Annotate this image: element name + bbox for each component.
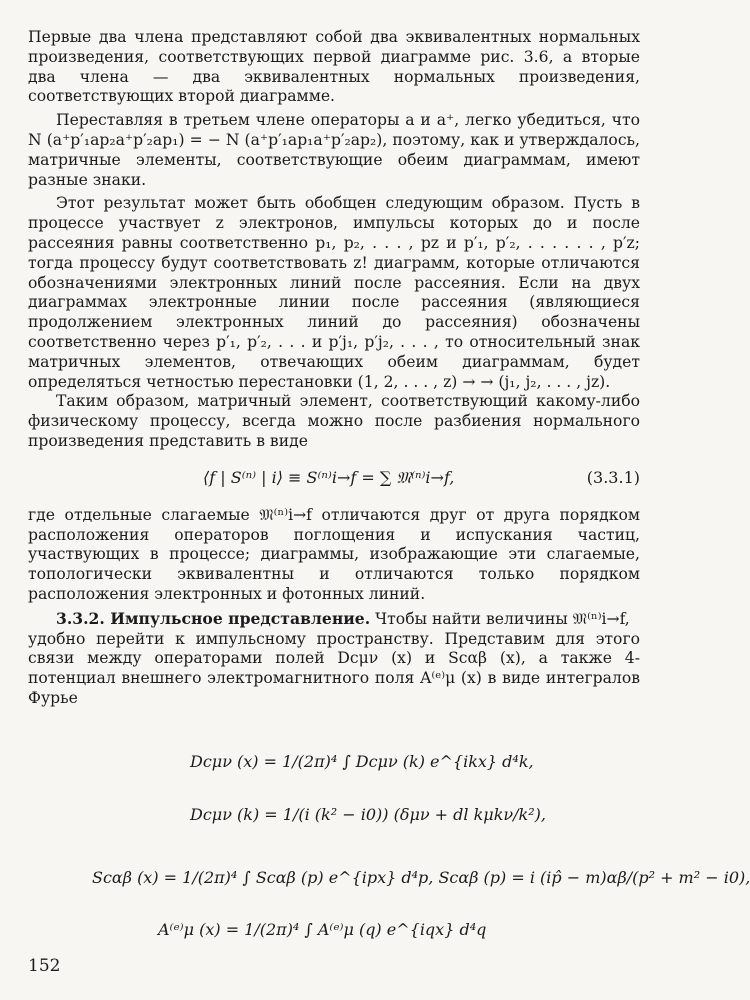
paragraph-2: Переставляя в третьем члене операторы a и a⁺, легко убедиться, что N (a⁺p′₁ap₂a⁺p′₂ap₁) = − N (a⁺p′₁ap₁a⁺p′₂ap₂), поэтому, как и утверждалось, матричные элементы, соответствующие обеим диаграммам, имеют разные знаки. bbox=[28, 111, 640, 189]
section-lead: Чтобы найти величины 𝔐⁽ⁿ⁾i→f, bbox=[375, 609, 630, 628]
page-number: 152 bbox=[28, 956, 61, 976]
formula-d-x: Dcμν (x) = 1/(2π)⁴ ∫ Dcμν (k) e^{ikx} d⁴k, bbox=[190, 752, 534, 771]
formula-a: A⁽ᵉ⁾μ (x) = 1/(2π)⁴ ∫ A⁽ᵉ⁾μ (q) e^{iqx} d⁴q bbox=[158, 920, 487, 939]
page-content bbox=[28, 28, 640, 709]
paragraph-6: удобно перейти к импульсному пространству. Представим для этого связи между операторами полей Dcμν (x) и Scαβ (x), а также 4-потенциал внешнего электромагнитного поля A⁽ᵉ⁾μ (x) в виде интегралов Фурье bbox=[28, 629, 640, 707]
formula-s: Scαβ (x) = 1/(2π)⁴ ∫ Scαβ (p) e^{ipx} d⁴p, Scαβ (p) = i (ip̂ − m)αβ/(p² + m² − i0), bbox=[92, 868, 750, 887]
section-heading-paragraph bbox=[28, 609, 640, 630]
equation-3-3-1 bbox=[28, 460, 640, 500]
paragraph-3: Этот результат может быть обобщен следующим образом. Пусть в процессе участвует z электронов, импульсы которых до и после рассеяния равны соответственно p₁, p₂, . . . , pz и p′₁, p′₂, . . . . . . , p′z; тогда процессу будут соответствовать z! диаграмм, которые отличаются обозначениями электронных линий после рассеяния. Если на двух диаграммах электронные линии после рассеяния (являющиеся продолжением электронных линий до рассеяния) обозначены соответственно через p′₁, p′₂, . . . и p′j₁, p′j₂, . . . , то относительный знак матричных элементов, отвечающих обеим диаграммам, будет определяться четностью перестановки (1, 2, . . . , z) → → (j₁, j₂, . . . , jz). bbox=[28, 194, 640, 391]
equation-body: ⟨f | S⁽ⁿ⁾ | i⟩ ≡ S⁽ⁿ⁾i→f = ∑ 𝔐⁽ⁿ⁾i→f, bbox=[203, 467, 455, 487]
paragraph-4: Таким образом, матричный элемент, соответствующий какому-либо физическому процессу, всегда можно после разбиения нормального произведения представить в виде bbox=[28, 392, 640, 450]
formula-d-k: Dcμν (k) = 1/(i (k² − i0)) (δμν + dl kμkν/k²), bbox=[190, 805, 546, 824]
paragraph-1: Первые два члена представляют собой два эквивалентных нормальных произведения, соответствующих первой диаграмме рис. 3.6, а вторые два члена — два эквивалентных нормальных произведения, соответствующих второй диаграмме. bbox=[28, 28, 640, 106]
equation-number: (3.3.1) bbox=[586, 467, 640, 487]
section-heading: 3.3.2. Импульсное представление. bbox=[56, 608, 371, 628]
paragraph-5: где отдельные слагаемые 𝔐⁽ⁿ⁾i→f отличаются друг от друга порядком расположения операторов поглощения и испускания частиц, участвующих в процессе; диаграммы, изображающие эти слагаемые, топологически эквивалентны и отличаются только порядком расположения электронных и фотонных линий. bbox=[28, 505, 640, 603]
